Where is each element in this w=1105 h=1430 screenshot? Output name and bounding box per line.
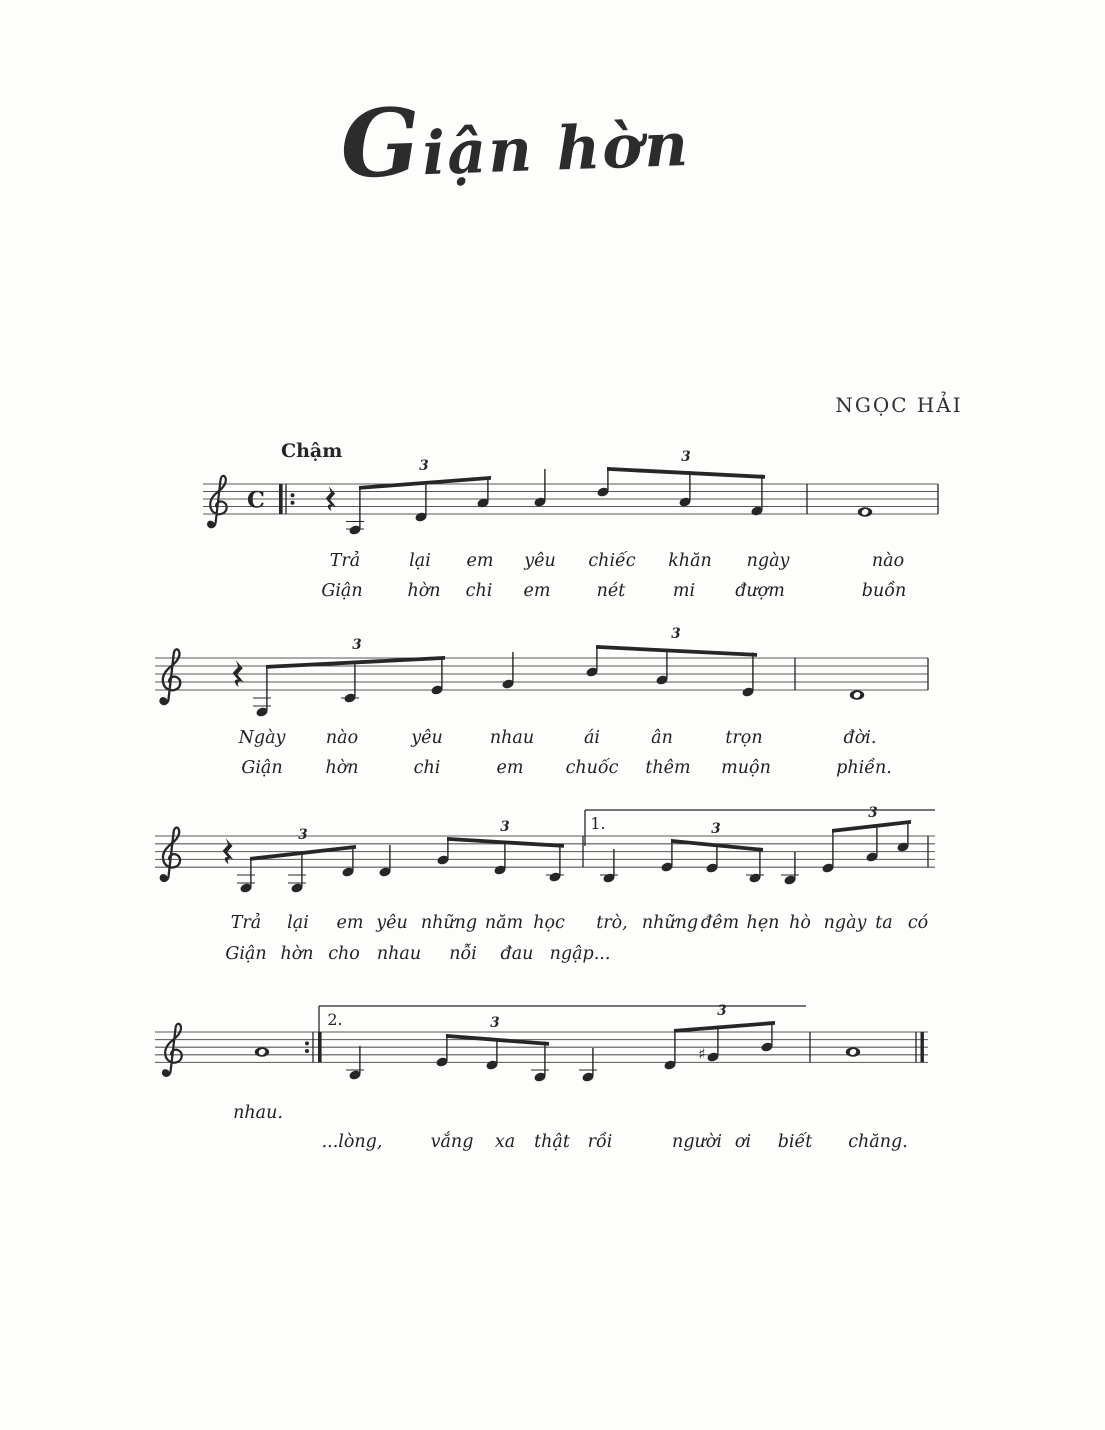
- lyric-word: trọn: [725, 728, 763, 748]
- lyric-word: hờn: [325, 758, 359, 778]
- ending-number: 1.: [590, 814, 606, 833]
- lyric-word: hẹn: [746, 913, 780, 933]
- lyric-word: phiền.: [836, 758, 892, 778]
- lyric-word: chăng.: [848, 1132, 908, 1152]
- composer-name: NGỌC HẢI: [835, 393, 963, 417]
- lyric-word: ngập...: [549, 944, 611, 964]
- ending-number: 2.: [327, 1010, 343, 1029]
- triplet-number: 3: [490, 1015, 500, 1031]
- triplet-number: 3: [681, 449, 691, 465]
- lyric-word: học: [533, 913, 565, 933]
- clef-ball: [161, 876, 166, 881]
- clef-ball: [163, 1071, 168, 1076]
- sharp-sign: ♯: [698, 1045, 706, 1063]
- lyric-word: em: [496, 758, 524, 778]
- beam: [250, 845, 356, 861]
- lyric-word: mi: [672, 581, 696, 601]
- lyric-word: Trả: [329, 551, 361, 571]
- lyric-word: cho: [328, 944, 360, 964]
- lyric-word: chi: [413, 758, 441, 778]
- time-signature: C: [247, 487, 265, 514]
- triplet-number: 3: [352, 637, 362, 653]
- beam: [596, 645, 757, 657]
- triplet-number: 3: [717, 1003, 727, 1019]
- lyric-word: những: [641, 913, 699, 933]
- lyric-word: thêm: [645, 758, 691, 778]
- lyric-word: có: [907, 913, 929, 933]
- lyric-word: đượm: [735, 581, 785, 601]
- lyric-word: biết: [777, 1132, 813, 1152]
- lyric-word: chiếc: [588, 551, 636, 571]
- lyric-word: nhau: [489, 728, 535, 748]
- lyric-word: hò: [789, 913, 811, 933]
- lyric-word: vắng: [430, 1132, 474, 1152]
- triplet-number: 3: [671, 626, 681, 642]
- triplet-number: 3: [500, 819, 510, 835]
- tempo-marking: Chậm: [281, 440, 343, 462]
- song-title: Giận hờn: [338, 87, 691, 200]
- lyric-word: nào: [325, 728, 359, 748]
- repeat-dot: [291, 493, 295, 497]
- lyric-word: ta: [875, 913, 893, 933]
- lyric-word: Giận: [241, 758, 283, 778]
- lyric-word: em: [466, 551, 494, 571]
- lyric-word: Giận: [225, 944, 267, 964]
- lyric-word: hờn: [280, 944, 314, 964]
- lyric-word: đau: [500, 944, 534, 964]
- lyric-word: em: [523, 581, 551, 601]
- lyric-word: đêm: [700, 913, 740, 933]
- lyric-word: năm: [484, 913, 524, 933]
- lyric-word: yêu: [411, 728, 443, 748]
- lyric-word: ân: [651, 728, 673, 748]
- lyric-word: yêu: [376, 913, 408, 933]
- lyric-word: ngày: [823, 913, 867, 933]
- lyric-word: chi: [465, 581, 493, 601]
- lyric-word: nào: [871, 551, 905, 571]
- beam: [674, 1021, 775, 1033]
- lyric-word: Trả: [230, 913, 262, 933]
- lyric-word: ngày: [746, 551, 790, 571]
- lyric-word: hờn: [407, 581, 441, 601]
- triplet-number: 3: [868, 805, 878, 821]
- lyric-word: nhau.: [233, 1103, 283, 1123]
- lyric-word: nét: [596, 581, 626, 601]
- clef-ball: [208, 522, 213, 527]
- lyric-word: thật: [534, 1132, 570, 1152]
- lyric-word: nỗi: [449, 944, 477, 964]
- beam: [359, 476, 491, 490]
- lyric-word: rồi: [587, 1132, 613, 1152]
- final-barline-thick: [921, 1032, 924, 1062]
- lyric-word: ơi: [734, 1132, 752, 1152]
- repeat-begin-bar: [279, 484, 283, 514]
- lyric-word: khăn: [668, 551, 712, 571]
- lyric-word: buồn: [861, 581, 907, 601]
- beam: [832, 820, 911, 833]
- beam: [607, 467, 765, 479]
- clef-ball: [161, 699, 166, 704]
- lyric-word: người: [672, 1132, 722, 1152]
- lyric-word: muộn: [721, 758, 771, 778]
- lyric-word: em: [336, 913, 364, 933]
- repeat-dot: [291, 501, 295, 505]
- lyric-word: nhau: [376, 944, 422, 964]
- lyric-word: ...lòng,: [321, 1132, 383, 1152]
- lyric-word: xa: [494, 1132, 516, 1152]
- lyric-word: Ngày: [238, 728, 286, 748]
- triplet-number: 3: [298, 827, 308, 843]
- lyric-word: trò,: [596, 913, 628, 933]
- lyric-word: ái: [583, 728, 601, 748]
- lyric-word: chuốc: [565, 758, 619, 778]
- lyric-word: lại: [287, 913, 309, 933]
- repeat-dot: [305, 1049, 309, 1053]
- repeat-end-bar: [318, 1032, 322, 1062]
- triplet-number: 3: [711, 821, 721, 837]
- lyric-word: Giận: [321, 581, 363, 601]
- lyric-word: lại: [409, 551, 431, 571]
- triplet-number: 3: [419, 458, 429, 474]
- repeat-dot: [305, 1041, 309, 1045]
- lyric-word: đời.: [843, 728, 877, 748]
- lyric-word: yêu: [524, 551, 556, 571]
- lyric-word: những: [420, 913, 478, 933]
